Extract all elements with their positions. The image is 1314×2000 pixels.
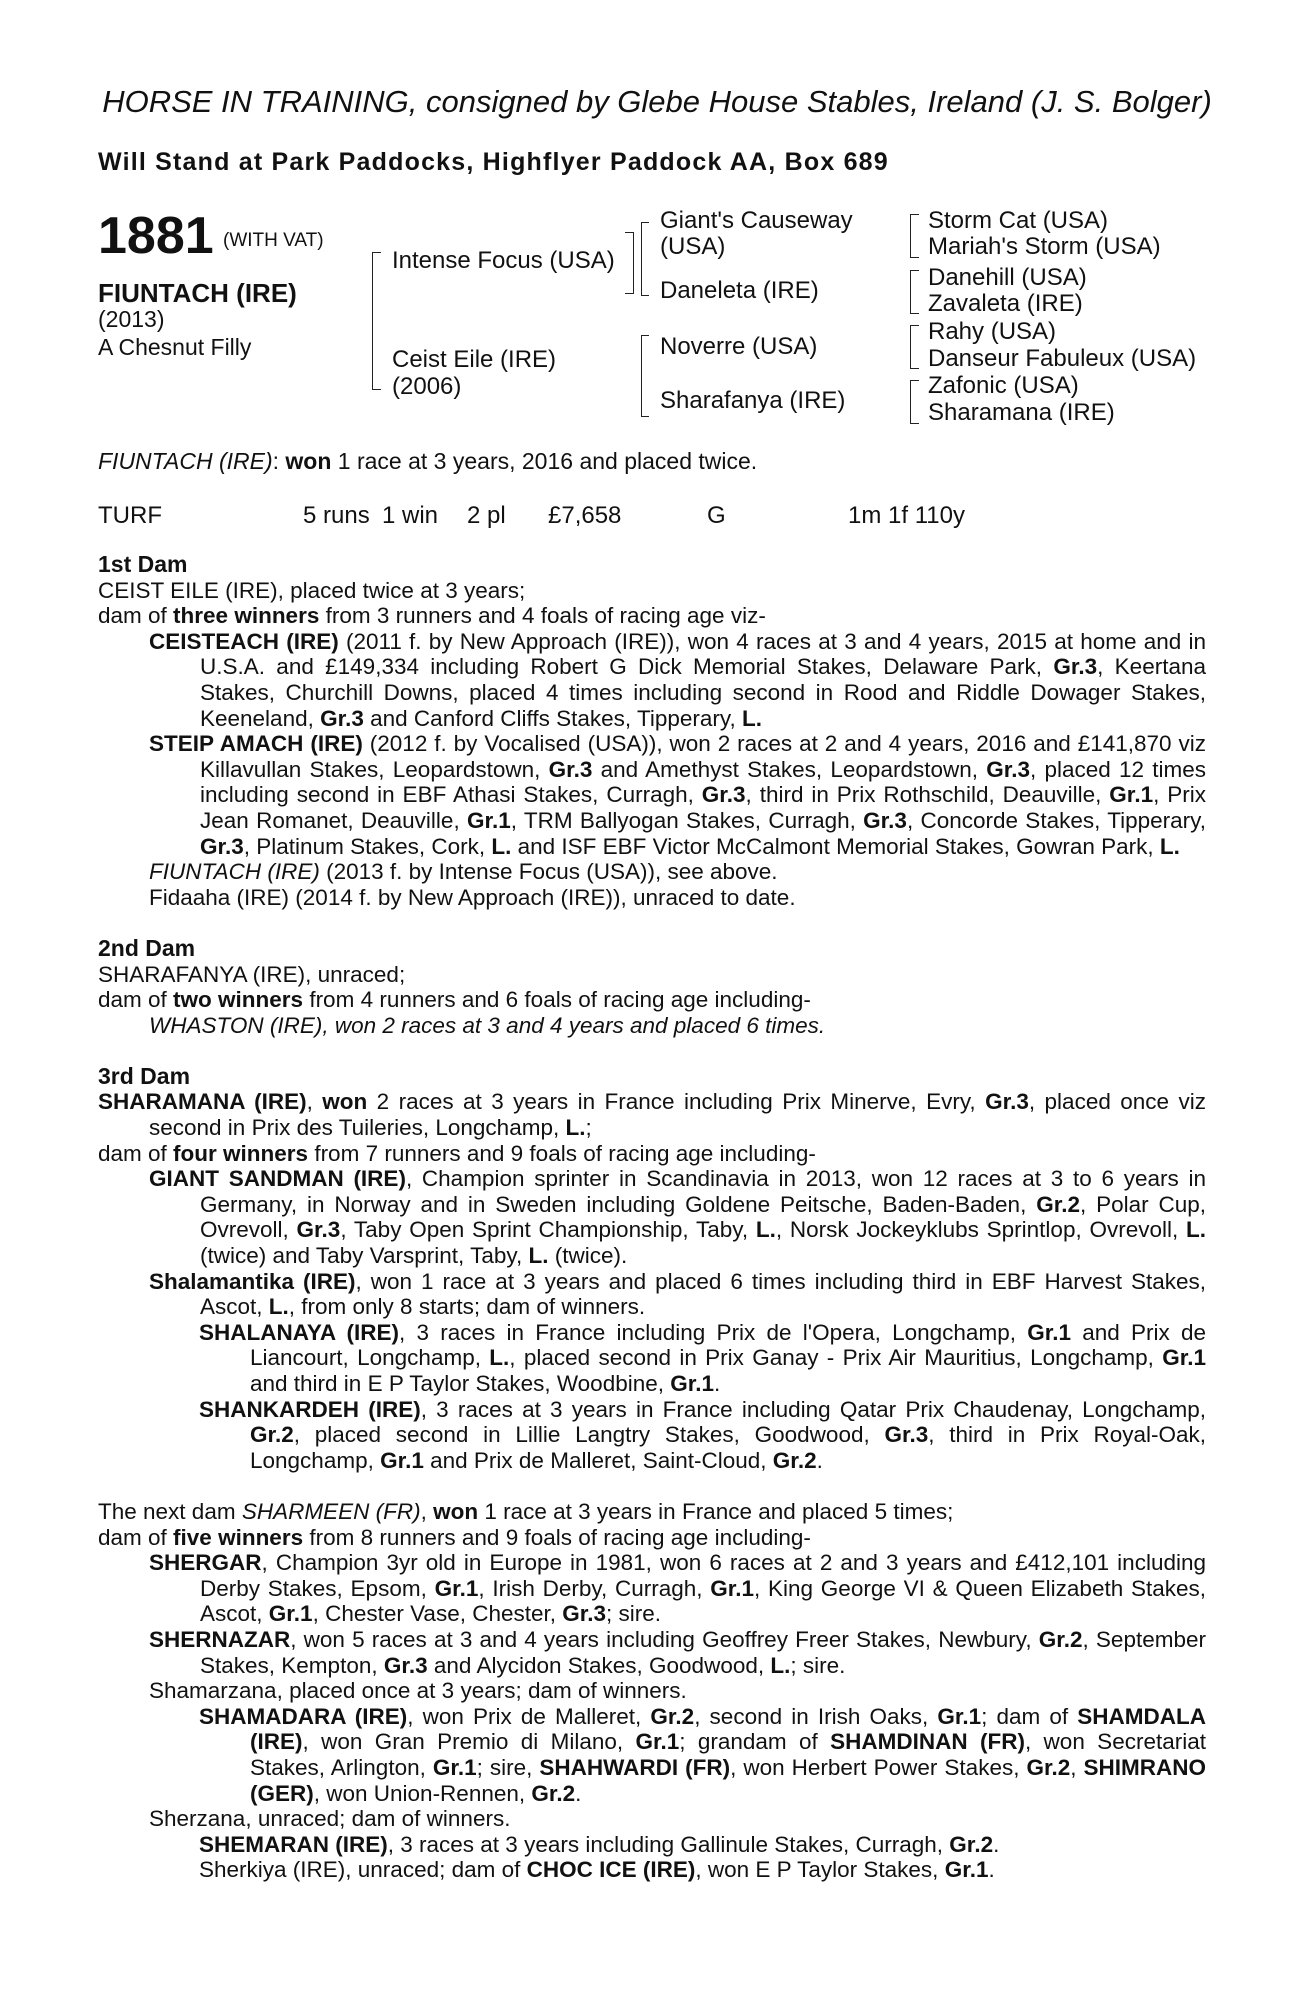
dam3-dam-of: dam of four winners from 7 runners and 9 foals of racing age including- (98, 1140, 816, 1166)
pedigree-brace-dd (910, 380, 919, 424)
nextdam-dam-of: dam of five winners from 8 runners and 9 foals of racing age including- (98, 1524, 811, 1550)
section-heading-1st-dam: 1st Dam (98, 551, 188, 577)
pedigree-brace-ds (910, 325, 919, 369)
pedigree-dsd: Danseur Fabuleux (USA) (928, 345, 1197, 372)
dam3-grandproduce-2: SHANKARDEH (IRE), 3 races at 3 years in France including Qatar Prix Chaudenay, Longchamp, Gr.2, placed second in Lillie Langtry Stakes, Goodwood, Gr.3, third in Prix Royal-Oak, Longchamp, Gr.1 and Prix de Malleret, Saint-Cloud, Gr.2. (199, 1396, 1207, 1473)
section-heading-3rd-dam: 3rd Dam (98, 1062, 191, 1089)
pedigree-brace-sd (910, 270, 919, 314)
pedigree-dss: Rahy (USA) (928, 318, 1057, 345)
pedigree-sdd: Zavaleta (IRE) (928, 290, 1083, 317)
pedigree-dam-dam: Sharafanya (IRE) (660, 387, 846, 414)
pedigree-brace-ss (910, 214, 919, 258)
nextdam-produce-3: Shamarzana, placed once at 3 years; dam of winners. (149, 1678, 687, 1704)
horse-name: FIUNTACH (IRE) (98, 278, 297, 308)
nextdam-intro: The next dam SHARMEEN (FR), won 1 race at 3 years in France and placed 5 times; (98, 1498, 954, 1524)
consignor-header: HORSE IN TRAINING, consigned by Glebe House Stables, Ireland (J. S. Bolger) (102, 84, 1212, 119)
dam1-produce-4: Fidaaha (IRE) (2014 f. by New Approach (IRE)), unraced to date. (149, 884, 796, 910)
pedigree-brace-sire (641, 222, 649, 296)
nextdam-grandproduce-3: Sherkiya (IRE), unraced; dam of CHOC ICE (IRE), won E P Taylor Stakes, Gr.1. (199, 1857, 995, 1883)
summary-text: 1 race at 3 years, 2016 and placed twice. (331, 448, 758, 474)
nextdam-produce-2: SHERNAZAR, won 5 races at 3 and 4 years including Geoffrey Freer Stakes, Newbury, Gr.2, September Stakes, Kempton, Gr.3 and Alycidon Stakes, Goodwood, L.; sire. (149, 1626, 1206, 1678)
dam1-dam-of: dam of three winners from 3 runners and 4 foals of racing age viz- (98, 603, 766, 629)
pedigree-dam-sire: Noverre (USA) (660, 333, 818, 360)
pedigree-ssd: Mariah's Storm (USA) (928, 233, 1161, 260)
turf-distance: 1m 1f 110y (848, 502, 965, 529)
pedigree-dam: Ceist Eile (IRE) (392, 346, 557, 373)
vat-note: (WITH VAT) (223, 230, 324, 251)
turf-wins: 1 win (382, 502, 439, 529)
nextdam-produce-1: SHERGAR, Champion 3yr old in Europe in 1981, won 6 races at 2 and 3 years and £412,101 including Derby Stakes, Epsom, Gr.1, Irish Derby, Curragh, Gr.1, King George VI & Queen Elizabeth Stakes, Ascot, Gr.1, Chester Vase, Chester, Gr.3; sire. (149, 1550, 1206, 1627)
pedigree-sss: Storm Cat (USA) (928, 207, 1109, 234)
lot-number: 1881 (98, 207, 214, 265)
pedigree-brace-dam (641, 335, 649, 417)
pedigree-sire-sire: Giant's Causeway (660, 207, 853, 234)
turf-placed: 2 pl (467, 502, 506, 529)
dam2-dam-of: dam of two winners from 4 runners and 6 foals of racing age including- (98, 987, 811, 1013)
pedigree-sire-sire-country: (USA) (660, 233, 726, 260)
pedigree-dam-year: (2006) (392, 373, 462, 400)
dam1-intro: CEIST EILE (IRE), placed twice at 3 years; (98, 577, 526, 603)
section-heading-2nd-dam: 2nd Dam (98, 934, 196, 961)
family-details (98, 552, 1206, 1883)
turf-label: TURF (98, 502, 162, 529)
nextdam-produce-4: Sherzana, unraced; dam of winners. (149, 1806, 511, 1832)
dam3-produce-1: GIANT SANDMAN (IRE), Champion sprinter in Scandinavia in 2013, won 12 races at 3 to 6 years in Germany, in Norway and in Sweden including Goldene Peitsche, Baden-Baden, Gr.2, Polar Cup, Ovrevoll, Gr.3, Taby Open Sprint Championship, Taby, L., Norsk Jockeyklubs Sprintlop, Ovrevoll, L. (twice) and Taby Varsprint, Taby, L. (twice). (149, 1166, 1206, 1269)
turf-going: G (707, 502, 726, 529)
pedigree-sire-dam: Daneleta (IRE) (660, 277, 819, 304)
dam1-produce-2: STEIP AMACH (IRE) (2012 f. by Vocalised (USA)), won 2 races at 2 and 4 years, 2016 and £141,870 viz Killavullan Stakes, Leopardstown, Gr.3 and Amethyst Stakes, Leopardstown, Gr.3, placed 12 times including second in EBF Athasi Stakes, Curragh, Gr.3, third in Prix Rothschild, Deauville, Gr.1, Prix Jean Romanet, Deauville, Gr.1, TRM Ballyogan Stakes, Curragh, Gr.3, Concorde Stakes, Tipperary, Gr.3, Platinum Stakes, Cork, L. and ISF EBF Victor McCalmont Memorial Stakes, Gowran Park, L. (149, 731, 1206, 859)
pedigree-brace-sire-right (625, 232, 634, 294)
pedigree-dds: Zafonic (USA) (928, 372, 1079, 399)
horse-year: (2013) (98, 306, 165, 332)
dam3-grandproduce-1: SHALANAYA (IRE), 3 races in France including Prix de l'Opera, Longchamp, Gr.1 and Prix de Liancourt, Longchamp, L., placed second in Prix Ganay - Prix Air Mauritius, Longchamp, Gr.1 and third in E P Taylor Stakes, Woodbine, Gr.1. (199, 1319, 1207, 1396)
pedigree-brace-main (372, 252, 381, 390)
dam2-produce-1: WHASTON (IRE), won 2 races at 3 and 4 years and placed 6 times. (149, 1012, 826, 1038)
horse-description: A Chesnut Filly (98, 334, 252, 360)
dam3-intro: SHARAMANA (IRE), won 2 races at 3 years in France including Prix Minerve, Evry, Gr.3, placed once viz second in Prix des Tuileries, Longchamp, L.; (98, 1089, 1206, 1141)
summary-name: FIUNTACH (IRE) (98, 448, 273, 474)
turf-runs: 5 runs (303, 502, 370, 529)
nextdam-grandproduce-2: SHEMARAN (IRE), 3 races at 3 years including Gallinule Stakes, Curragh, Gr.2. (199, 1831, 1000, 1857)
dam1-produce-3: FIUNTACH (IRE) (2013 f. by Intense Focus (USA)), see above. (149, 859, 778, 885)
turf-earnings: £7,658 (548, 502, 622, 529)
summary-won: won (285, 448, 332, 474)
stand-location: Will Stand at Park Paddocks, Highflyer Paddock AA, Box 689 (98, 148, 889, 176)
dam3-produce-2: Shalamantika (IRE), won 1 race at 3 years and placed 6 times including third in EBF Harvest Stakes, Ascot, L., from only 8 starts; dam of winners. (149, 1268, 1206, 1320)
dam1-produce-1: CEISTEACH (IRE) (2011 f. by New Approach (IRE)), won 4 races at 3 and 4 years, 2015 at home and in U.S.A. and £149,334 including Robert G Dick Memorial Stakes, Delaware Park, Gr.3, Keertana Stakes, Churchill Downs, placed 4 times including second in Rood and Riddle Dowager Stakes, Keeneland, Gr.3 and Canford Cliffs Stakes, Tipperary, L. (149, 628, 1206, 731)
race-summary: FIUNTACH (IRE): won 1 race at 3 years, 2016 and placed twice. (98, 448, 758, 474)
pedigree-ddd: Sharamana (IRE) (928, 399, 1115, 426)
pedigree-sire: Intense Focus (USA) (392, 247, 615, 274)
nextdam-grandproduce-1: SHAMADARA (IRE), won Prix de Malleret, Gr.2, second in Irish Oaks, Gr.1; dam of SHAMDALA (IRE), won Gran Premio di Milano, Gr.1; grandam of SHAMDINAN (FR), won Secretariat Stakes, Arlington, Gr.1; sire, SHAHWARDI (FR), won Herbert Power Stakes, Gr.2, SHIMRANO (GER), won Union-Rennen, Gr.2. (199, 1703, 1206, 1806)
pedigree-sds: Danehill (USA) (928, 264, 1087, 291)
dam2-intro: SHARAFANYA (IRE), unraced; (98, 961, 406, 987)
